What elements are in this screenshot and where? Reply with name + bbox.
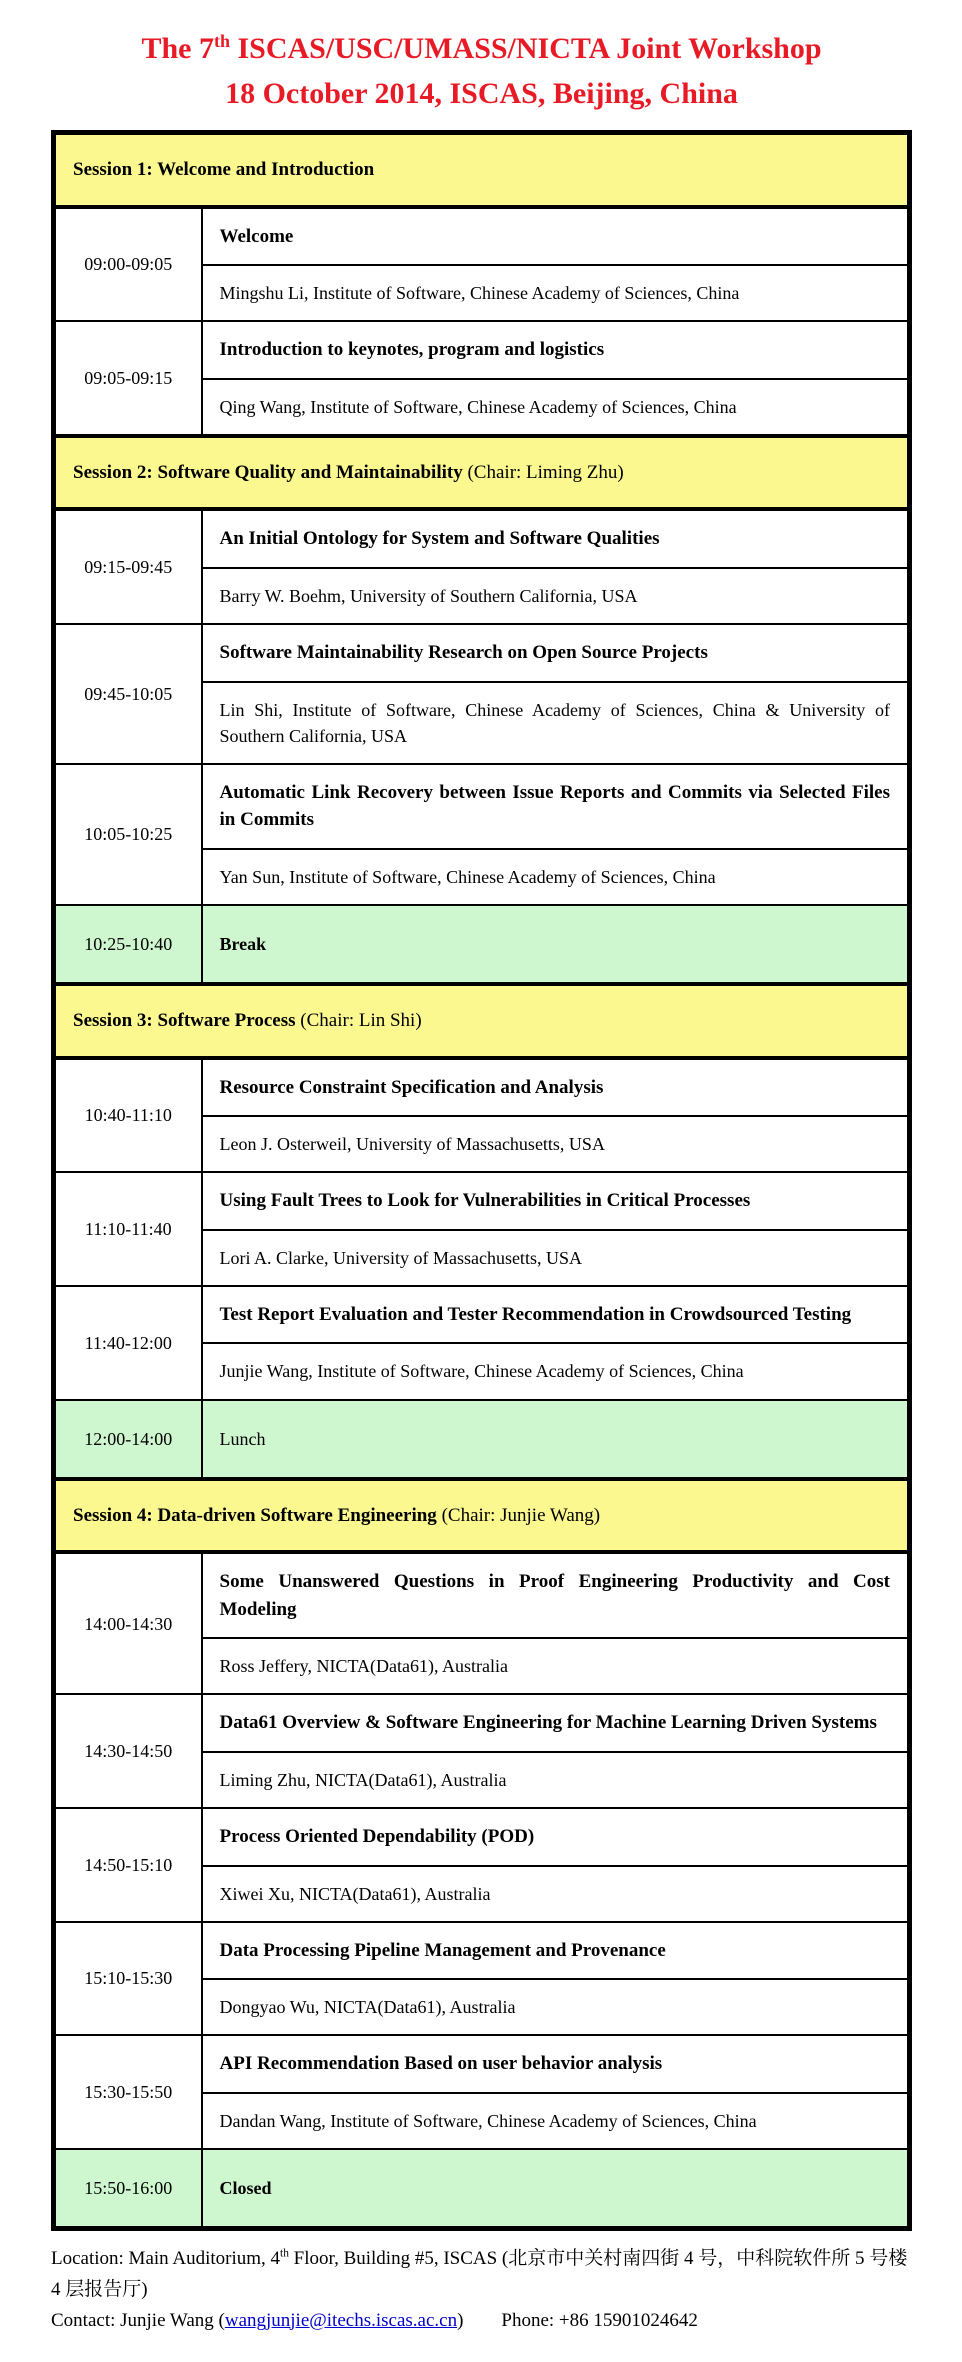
title-line-1-rest: ISCAS/USC/UMASS/NICTA Joint Workshop (229, 32, 822, 65)
session-header-cell (54, 436, 910, 510)
talk-row (54, 2035, 910, 2093)
talk-title-cell: Data61 Overview & Software Engineering for Machine Learning Driven Systems (202, 1694, 910, 1752)
break-row (54, 905, 910, 984)
session-header-cell (54, 1479, 910, 1553)
footer-location (51, 2244, 912, 2306)
talk-title-cell: Software Maintainability Research on Open Source Projects (202, 624, 910, 682)
time-cell: 09:00-09:05 (54, 207, 202, 322)
speaker-cell: Yan Sun, Institute of Software, Chinese Academy of Sciences, China (202, 849, 910, 905)
talk-row (54, 1172, 910, 1230)
session-label: Session 2: Software Quality and Maintainability (73, 461, 463, 483)
talk-title-cell: Welcome (202, 207, 910, 266)
speaker-cell: Liming Zhu, NICTA(Data61), Australia (202, 1752, 910, 1808)
session-label: Session 4: Data-driven Software Engineering (73, 1504, 437, 1526)
speaker-cell: Barry W. Boehm, University of Southern California, USA (202, 568, 910, 624)
speaker-cell: Qing Wang, Institute of Software, Chinese Academy of Sciences, China (202, 379, 910, 436)
footer-contact (51, 2306, 912, 2337)
break-row (54, 2149, 910, 2229)
break-label-cell: Closed (202, 2149, 910, 2229)
session-header-cell (54, 984, 910, 1058)
time-cell: 10:05-10:25 (54, 764, 202, 905)
session-header-row (54, 133, 910, 207)
time-cell: 15:30-15:50 (54, 2035, 202, 2149)
break-label-cell: Break (202, 905, 910, 984)
talk-title-cell: Automatic Link Recovery between Issue Reports and Commits via Selected Files in Commits (202, 764, 910, 849)
email-link[interactable]: wangjunjie@itechs.iscas.ac.cn (224, 2309, 458, 2331)
page-footer (51, 2244, 912, 2336)
time-cell: 11:10-11:40 (54, 1172, 202, 1286)
talk-title-cell: API Recommendation Based on user behavior analysis (202, 2035, 910, 2093)
speaker-cell: Ross Jeffery, NICTA(Data61), Australia (202, 1638, 910, 1694)
time-cell: 11:40-12:00 (54, 1286, 202, 1400)
talk-title-cell: Introduction to keynotes, program and logistics (202, 321, 910, 379)
talk-row (54, 1694, 910, 1752)
session-chair-label: (Chair: Lin Shi) (295, 1010, 422, 1032)
talk-row (54, 321, 910, 379)
talk-row (54, 764, 910, 849)
break-label-cell: Lunch (202, 1400, 910, 1479)
break-row (54, 1400, 910, 1479)
session-header-cell (54, 133, 910, 207)
speaker-cell: Lori A. Clarke, University of Massachusetts, USA (202, 1230, 910, 1286)
session-header-row (54, 436, 910, 510)
session-chair-label: (Chair: Liming Zhu) (462, 461, 624, 483)
time-cell: 09:45-10:05 (54, 624, 202, 764)
title-line-1 (51, 26, 912, 71)
time-cell: 10:25-10:40 (54, 905, 202, 984)
speaker-cell: Dongyao Wu, NICTA(Data61), Australia (202, 1979, 910, 2035)
footer-location-text: Location: Main Auditorium, 4 (51, 2247, 281, 2269)
time-cell: 14:50-15:10 (54, 1808, 202, 1922)
talk-title-cell: An Initial Ontology for System and Software Qualities (202, 509, 910, 568)
footer-location-rest: Floor, Building #5, ISCAS (北京市中关村南四街 4 号，中科院软件所 5 号楼 4 层报告厅) (51, 2247, 908, 2300)
time-cell: 10:40-11:10 (54, 1058, 202, 1173)
title-ordinal-superscript: th (213, 31, 230, 51)
time-cell: 12:00-14:00 (54, 1400, 202, 1479)
speaker-cell: Mingshu Li, Institute of Software, Chinese Academy of Sciences, China (202, 265, 910, 321)
time-cell: 14:00-14:30 (54, 1552, 202, 1694)
talk-title-cell: Resource Constraint Specification and Analysis (202, 1058, 910, 1117)
speaker-cell: Leon J. Osterweil, University of Massachusetts, USA (202, 1116, 910, 1172)
talk-row (54, 207, 910, 266)
session-label: Session 3: Software Process (73, 1010, 296, 1032)
talk-row (54, 509, 910, 568)
title-line-1-text: The 7 (141, 32, 214, 65)
speaker-cell: Lin Shi, Institute of Software, Chinese Academy of Sciences, China & University of Southern California, USA (202, 682, 910, 764)
session-header-row (54, 1479, 910, 1553)
talk-row (54, 1552, 910, 1638)
page-title (51, 26, 912, 116)
schedule-table-body (54, 133, 910, 2229)
time-cell: 09:15-09:45 (54, 509, 202, 624)
talk-row (54, 1808, 910, 1866)
footer-contact-text: Contact: Junjie Wang ( (51, 2309, 225, 2331)
title-line-2: 18 October 2014, ISCAS, Beijing, China (225, 77, 738, 110)
talk-row (54, 1286, 910, 1344)
talk-row (54, 1922, 910, 1980)
talk-title-cell: Some Unanswered Questions in Proof Engineering Productivity and Cost Modeling (202, 1552, 910, 1638)
session-header-row (54, 984, 910, 1058)
schedule-table (51, 130, 912, 2231)
talk-title-cell: Using Fault Trees to Look for Vulnerabilities in Critical Processes (202, 1172, 910, 1230)
talk-title-cell: Test Report Evaluation and Tester Recommendation in Crowdsourced Testing (202, 1286, 910, 1344)
time-cell: 09:05-09:15 (54, 321, 202, 436)
speaker-cell: Dandan Wang, Institute of Software, Chinese Academy of Sciences, China (202, 2093, 910, 2149)
talk-title-cell: Data Processing Pipeline Management and Provenance (202, 1922, 910, 1980)
speaker-cell: Xiwei Xu, NICTA(Data61), Australia (202, 1866, 910, 1922)
footer-ordinal-superscript: th (280, 2247, 289, 2260)
time-cell: 15:50-16:00 (54, 2149, 202, 2229)
footer-phone: Phone: +86 15901024642 (501, 2309, 698, 2331)
talk-row (54, 624, 910, 682)
talk-row (54, 1058, 910, 1117)
session-chair-label: (Chair: Junjie Wang) (436, 1504, 601, 1526)
footer-contact-close-paren: ) (457, 2309, 464, 2331)
talk-title-cell: Process Oriented Dependability (POD) (202, 1808, 910, 1866)
speaker-cell: Junjie Wang, Institute of Software, Chinese Academy of Sciences, China (202, 1343, 910, 1399)
time-cell: 14:30-14:50 (54, 1694, 202, 1808)
time-cell: 15:10-15:30 (54, 1922, 202, 2036)
session-label: Session 1: Welcome and Introduction (73, 159, 375, 180)
